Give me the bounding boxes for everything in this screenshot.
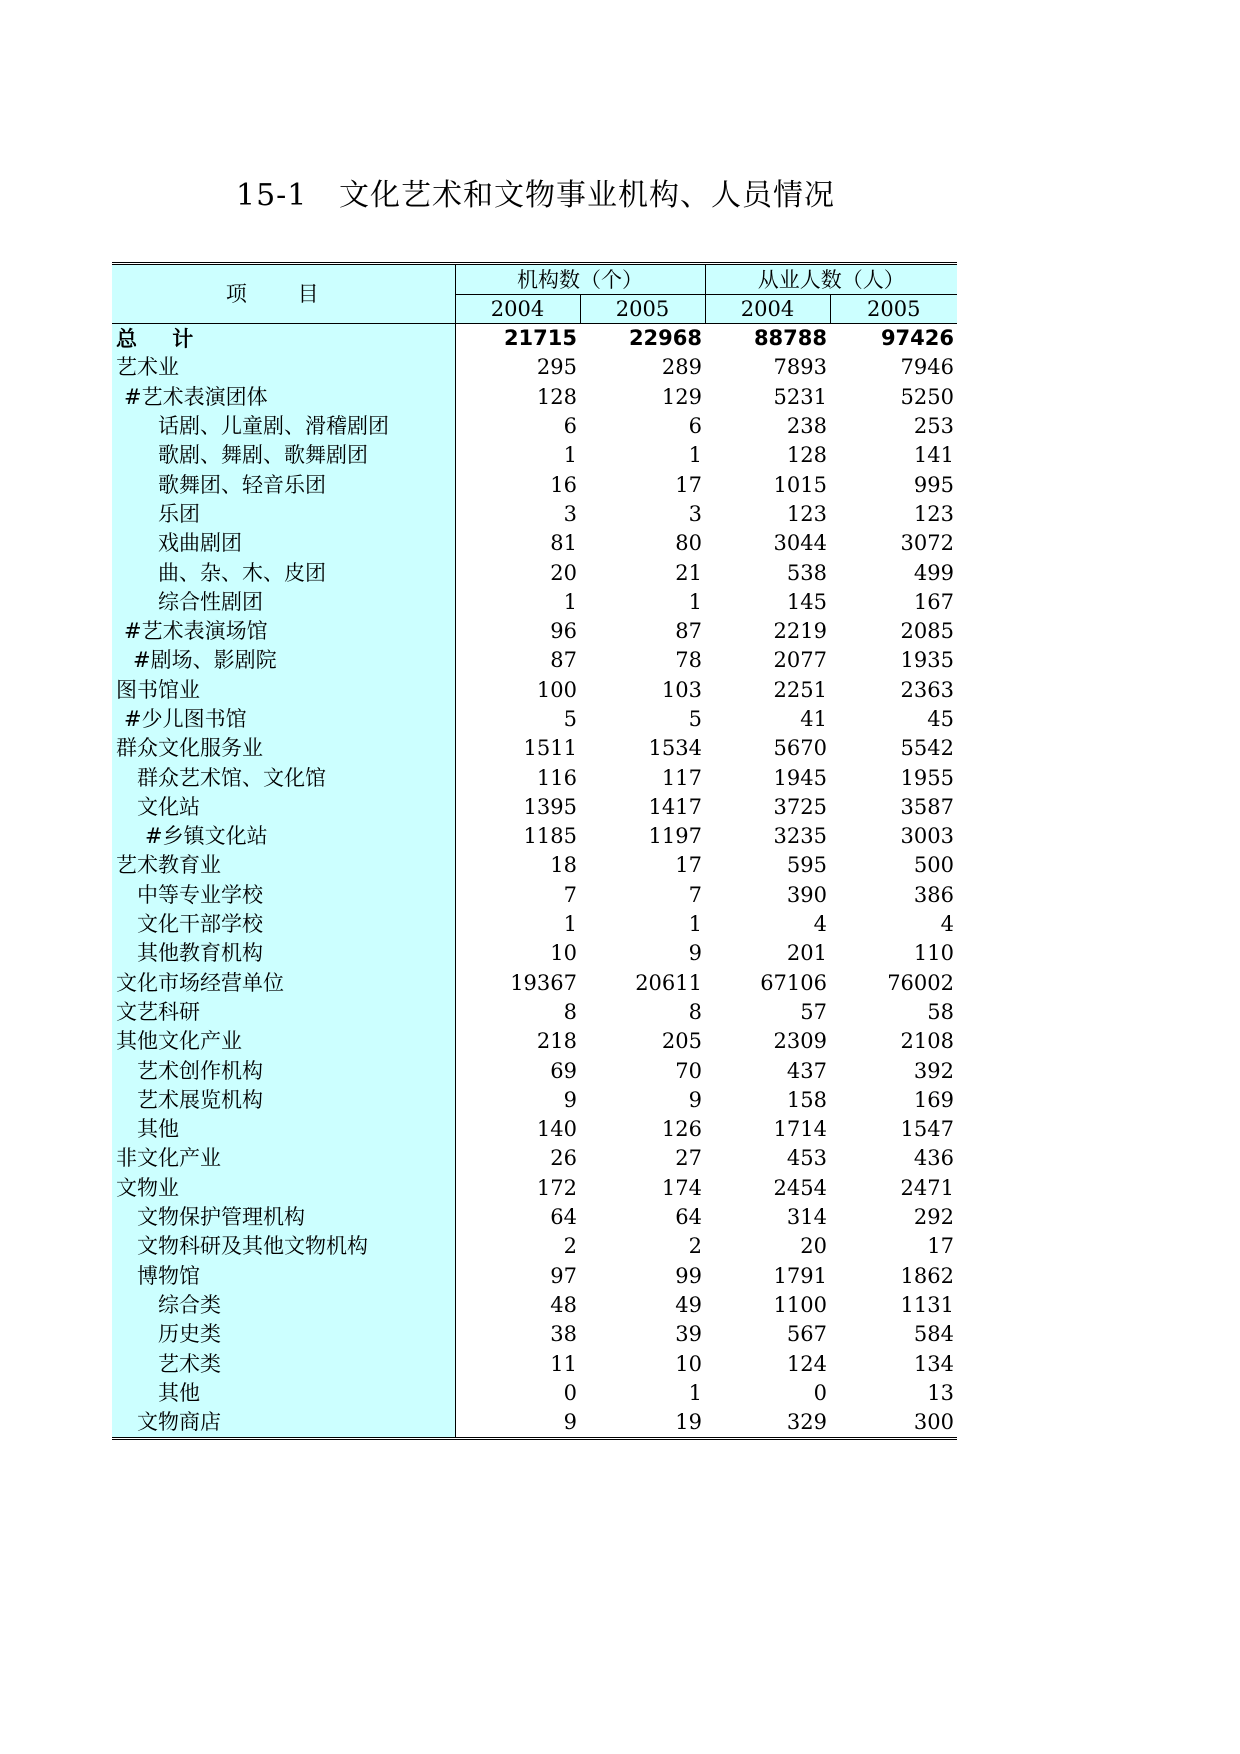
value-cell: 500	[913, 853, 954, 878]
value-cell: 88788	[705, 324, 830, 354]
row-label: 戏曲剧团	[112, 529, 455, 558]
table-row	[112, 676, 957, 705]
table-row	[112, 558, 957, 587]
value-cell: 1945	[773, 765, 827, 790]
value-cell: 16	[550, 472, 577, 497]
value-cell: 87	[675, 619, 702, 644]
value-cell: 49	[675, 1292, 702, 1317]
value-cell: 5231	[773, 384, 827, 409]
value-cell: 2454	[773, 1175, 827, 1200]
value-cell: 110	[913, 941, 954, 966]
value-cell: 2219	[773, 619, 827, 644]
value-cell: 2	[688, 1234, 702, 1259]
value-cell: 205	[661, 1029, 702, 1054]
table-row	[112, 1291, 957, 1320]
value-cell: 253	[913, 414, 954, 439]
row-label: 综合类	[112, 1291, 455, 1320]
value-cell: 167	[913, 589, 954, 614]
value-cell: 238	[786, 414, 827, 439]
table-row	[112, 734, 957, 763]
value-cell: 300	[830, 1408, 957, 1439]
value-cell: 1714	[773, 1117, 827, 1142]
value-cell: 123	[786, 501, 827, 526]
table-row	[112, 998, 957, 1027]
row-label: 综合性剧团	[112, 588, 455, 617]
table-row	[112, 383, 957, 412]
value-cell: 289	[661, 355, 702, 380]
table-body	[112, 324, 957, 1439]
value-cell: 4	[940, 912, 954, 937]
value-cell: 329	[705, 1408, 830, 1439]
value-cell: 1131	[900, 1292, 954, 1317]
value-cell: 2085	[900, 619, 954, 644]
table-row	[112, 1086, 957, 1115]
value-cell: 99	[675, 1263, 702, 1288]
row-label: 其他	[112, 1379, 455, 1408]
value-cell: 10	[675, 1351, 702, 1376]
value-cell: 129	[661, 384, 702, 409]
value-cell: 390	[786, 882, 827, 907]
value-cell: 64	[550, 1205, 577, 1230]
value-cell: 1	[688, 443, 702, 468]
value-cell: 174	[661, 1175, 702, 1200]
table-row	[112, 1144, 957, 1173]
value-cell: 9	[563, 1087, 577, 1112]
value-cell: 538	[786, 560, 827, 585]
value-cell: 20611	[635, 970, 702, 995]
value-cell: 39	[675, 1322, 702, 1347]
statistics-table	[112, 262, 957, 1440]
value-cell: 7893	[773, 355, 827, 380]
table-row	[112, 969, 957, 998]
value-cell: 48	[550, 1292, 577, 1317]
value-cell: 87	[550, 648, 577, 673]
value-cell: 145	[786, 589, 827, 614]
value-cell: 1511	[523, 736, 577, 761]
table-row	[112, 939, 957, 968]
value-cell: 126	[661, 1117, 702, 1142]
row-label: 话剧、儿童剧、滑稽剧团	[112, 412, 455, 441]
value-cell: 3044	[773, 531, 827, 556]
value-cell: 21	[675, 560, 702, 585]
table-row	[112, 1027, 957, 1056]
table-row	[112, 910, 957, 939]
value-cell: 1547	[900, 1117, 954, 1142]
value-cell: 20	[800, 1234, 827, 1259]
row-label: 文物保护管理机构	[112, 1203, 455, 1232]
value-cell: 128	[786, 443, 827, 468]
table-row	[112, 588, 957, 617]
value-cell: 1791	[773, 1263, 827, 1288]
value-cell: 995	[913, 472, 954, 497]
table-row	[112, 1174, 957, 1203]
value-cell: 103	[661, 677, 702, 702]
value-cell: 96	[550, 619, 577, 644]
value-cell: 7	[688, 882, 702, 907]
value-cell: 292	[913, 1205, 954, 1230]
row-label: 群众文化服务业	[112, 734, 455, 763]
value-cell: 45	[927, 707, 954, 731]
value-cell: 6	[563, 414, 577, 439]
value-cell: 1	[688, 1380, 702, 1405]
table-row	[112, 646, 957, 675]
value-cell: 0	[813, 1380, 827, 1405]
value-cell: 134	[913, 1351, 954, 1376]
row-label: 非文化产业	[112, 1144, 455, 1173]
table-row	[112, 763, 957, 792]
table-row	[112, 881, 957, 910]
value-cell: 117	[661, 765, 702, 790]
value-cell: 80	[675, 531, 702, 556]
row-label: 歌剧、舞剧、歌舞剧团	[112, 441, 455, 470]
value-cell: 2471	[900, 1175, 954, 1200]
table-row	[112, 441, 957, 470]
value-cell: 9	[455, 1408, 580, 1439]
value-cell: 3235	[773, 824, 827, 849]
table-row	[112, 1262, 957, 1291]
value-cell: 27	[675, 1146, 702, 1171]
value-cell: 1	[563, 589, 577, 614]
value-cell: 3003	[900, 824, 954, 849]
value-cell: 38	[550, 1322, 577, 1347]
value-cell: 1	[688, 589, 702, 614]
value-cell: 5670	[773, 736, 827, 761]
table-row	[112, 529, 957, 558]
row-label: 歌舞团、轻音乐团	[112, 470, 455, 499]
value-cell: 21715	[455, 324, 580, 354]
institutions-group-header: 机构数（个）	[455, 264, 705, 295]
value-cell: 97426	[830, 324, 957, 354]
value-cell: 169	[913, 1087, 954, 1112]
row-label: 图书馆业	[112, 676, 455, 705]
value-cell: 9	[688, 1087, 702, 1112]
value-cell: 1100	[773, 1292, 827, 1317]
value-cell: 201	[786, 941, 827, 966]
row-label: 文物业	[112, 1174, 455, 1203]
row-label: 艺术业	[112, 353, 455, 382]
value-cell: 7	[563, 882, 577, 907]
table-row	[112, 353, 957, 382]
table-row	[112, 705, 957, 734]
value-cell: 453	[786, 1146, 827, 1171]
value-cell: 69	[550, 1058, 577, 1083]
row-label: 历史类	[112, 1320, 455, 1349]
row-label: 文化干部学校	[112, 910, 455, 939]
value-cell: 124	[786, 1351, 827, 1376]
row-label: 文化站	[112, 793, 455, 822]
value-cell: 584	[913, 1322, 954, 1347]
row-label: 艺术类	[112, 1349, 455, 1378]
table-row	[112, 1232, 957, 1261]
item-column-header: 项 目	[112, 264, 455, 324]
table-row	[112, 822, 957, 851]
row-label: 文化市场经营单位	[112, 969, 455, 998]
value-cell: 13	[927, 1380, 954, 1405]
value-cell: 2108	[900, 1029, 954, 1054]
row-label: #艺术表演团体	[112, 383, 455, 412]
value-cell: 3	[563, 501, 577, 526]
value-cell: 595	[786, 853, 827, 878]
value-cell: 76002	[887, 970, 954, 995]
value-cell: 0	[563, 1380, 577, 1405]
value-cell: 57	[800, 999, 827, 1024]
row-label: 总 计	[112, 324, 455, 354]
row-label: 文物科研及其他文物机构	[112, 1232, 455, 1261]
value-cell: 123	[913, 501, 954, 526]
value-cell: 26	[550, 1146, 577, 1171]
year-header: 2005	[580, 295, 705, 324]
row-label: #乡镇文化站	[112, 822, 455, 851]
value-cell: 70	[675, 1058, 702, 1083]
row-label: 中等专业学校	[112, 881, 455, 910]
value-cell: 1185	[523, 824, 577, 849]
table-row	[112, 1203, 957, 1232]
value-cell: 3587	[900, 794, 954, 819]
row-label: #艺术表演场馆	[112, 617, 455, 646]
table-row	[112, 324, 957, 354]
row-label: 博物馆	[112, 1262, 455, 1291]
value-cell: 172	[536, 1175, 577, 1200]
value-cell: 19	[580, 1408, 705, 1439]
value-cell: 1534	[648, 736, 702, 761]
value-cell: 1395	[523, 794, 577, 819]
value-cell: 2309	[773, 1029, 827, 1054]
row-label: 群众艺术馆、文化馆	[112, 763, 455, 792]
row-label: 其他教育机构	[112, 939, 455, 968]
staff-group-header: 从业人数（人）	[705, 264, 957, 295]
value-cell: 2077	[773, 648, 827, 673]
value-cell: 17	[675, 853, 702, 878]
value-cell: 218	[536, 1029, 577, 1054]
value-cell: 314	[786, 1205, 827, 1230]
value-cell: 2363	[900, 677, 954, 702]
value-cell: 5542	[900, 736, 954, 761]
table-row	[112, 1115, 957, 1144]
value-cell: 17	[927, 1234, 954, 1259]
table-header	[112, 264, 957, 324]
value-cell: 4	[813, 912, 827, 937]
page-title: 15-1 文化艺术和文物事业机构、人员情况	[236, 178, 836, 213]
row-label: #少儿图书馆	[112, 705, 455, 734]
row-label: 曲、杂、木、皮团	[112, 558, 455, 587]
value-cell: 41	[800, 707, 827, 731]
table-row	[112, 1056, 957, 1085]
table-row	[112, 470, 957, 499]
value-cell: 17	[675, 472, 702, 497]
table-row	[112, 617, 957, 646]
table-row	[112, 793, 957, 822]
row-label: 文艺科研	[112, 998, 455, 1027]
value-cell: 128	[536, 384, 577, 409]
value-cell: 3	[688, 501, 702, 526]
value-cell: 1862	[900, 1263, 954, 1288]
value-cell: 97	[550, 1263, 577, 1288]
row-label: 乐团	[112, 500, 455, 529]
value-cell: 295	[536, 355, 577, 380]
value-cell: 1	[563, 912, 577, 937]
value-cell: 81	[550, 531, 577, 556]
value-cell: 78	[675, 648, 702, 673]
table-row	[112, 1379, 957, 1408]
row-label: 其他文化产业	[112, 1027, 455, 1056]
value-cell: 437	[786, 1058, 827, 1083]
year-header: 2004	[705, 295, 830, 324]
value-cell: 19367	[510, 970, 577, 995]
value-cell: 20	[550, 560, 577, 585]
value-cell: 1417	[648, 794, 702, 819]
value-cell: 1	[563, 443, 577, 468]
value-cell: 18	[550, 853, 577, 878]
table-row	[112, 1349, 957, 1378]
value-cell: 64	[675, 1205, 702, 1230]
value-cell: 140	[536, 1117, 577, 1142]
row-label: 文物商店	[112, 1408, 455, 1439]
value-cell: 1015	[773, 472, 827, 497]
table-row	[112, 1320, 957, 1349]
table-row	[112, 851, 957, 880]
year-header: 2004	[455, 295, 580, 324]
value-cell: 392	[913, 1058, 954, 1083]
value-cell: 9	[688, 941, 702, 966]
row-label: 艺术教育业	[112, 851, 455, 880]
value-cell: 1955	[900, 765, 954, 790]
value-cell: 141	[913, 443, 954, 468]
value-cell: 386	[913, 882, 954, 907]
value-cell: 1935	[900, 648, 954, 673]
row-label: 艺术创作机构	[112, 1056, 455, 1085]
value-cell: 2	[563, 1234, 577, 1259]
value-cell: 2251	[773, 677, 827, 702]
value-cell: 499	[913, 560, 954, 585]
table-row	[112, 1408, 957, 1439]
value-cell: 5250	[900, 384, 954, 409]
value-cell: 100	[536, 677, 577, 702]
value-cell: 8	[688, 999, 702, 1024]
value-cell: 3725	[773, 794, 827, 819]
row-label: 其他	[112, 1115, 455, 1144]
value-cell: 1	[688, 912, 702, 937]
value-cell: 5	[688, 707, 702, 731]
value-cell: 116	[536, 765, 577, 790]
value-cell: 436	[913, 1146, 954, 1171]
value-cell: 6	[688, 414, 702, 439]
value-cell: 11	[550, 1351, 577, 1376]
value-cell: 8	[563, 999, 577, 1024]
table-row	[112, 412, 957, 441]
value-cell: 10	[550, 941, 577, 966]
table-row	[112, 500, 957, 529]
value-cell: 22968	[580, 324, 705, 354]
value-cell: 58	[927, 999, 954, 1024]
value-cell: 7946	[900, 355, 954, 380]
year-header: 2005	[830, 295, 957, 324]
value-cell: 3072	[900, 531, 954, 556]
value-cell: 5	[563, 707, 577, 731]
value-cell: 567	[786, 1322, 827, 1347]
value-cell: 158	[786, 1087, 827, 1112]
row-label: 艺术展览机构	[112, 1086, 455, 1115]
value-cell: 1197	[648, 824, 702, 849]
value-cell: 67106	[760, 970, 827, 995]
row-label: #剧场、影剧院	[112, 646, 455, 675]
